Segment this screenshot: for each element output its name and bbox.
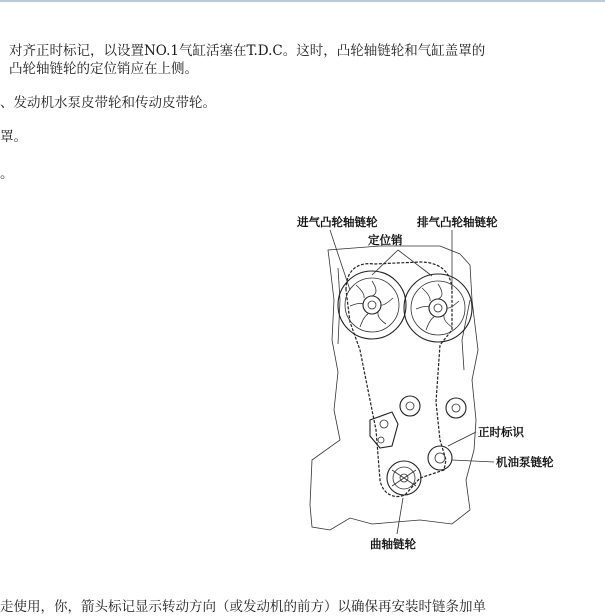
paragraph-line: 。 [0,166,14,182]
crank-sprocket-graphic [387,461,421,495]
leader-dowel-a [372,250,398,275]
paragraph-line: 罩。 [0,129,27,145]
label-intake-sprocket: 进气凸轮轴链轮 [297,215,378,229]
label-crank-sprocket: 曲轴链轮 [370,537,416,551]
paragraph-line: 对齐正时标记，以设置NO.1气缸活塞在T.D.C。这时，凸轮轴链轮和气缸盖罩的 [9,43,486,59]
label-dowel-pin: 定位销 [368,233,403,247]
label-exhaust-sprocket: 排气凸轮轴链轮 [417,215,498,229]
paragraph-line-cut: 走使用，你，箭头标记显示转动方向（或发动机的前方）以确保再安装时链条加单 [0,599,486,615]
paragraph-line: 凸轮轴链轮的定位销应在上侧。 [9,61,198,77]
paragraph-line: 、发动机水泵皮带轮和传动皮带轮。 [0,95,216,111]
idler-pulley-graphic [400,396,466,418]
leader-timing-mark [448,432,476,446]
leader-intake [330,230,350,290]
intake-sprocket-graphic [338,271,406,339]
label-timing-mark: 正时标识 [478,425,524,439]
label-oil-pump-sprocket: 机油泵链轮 [496,455,554,469]
engine-block-outline [310,246,478,530]
oil-pump-sprocket-graphic [428,446,452,470]
engine-block-inner [338,268,470,370]
leader-crank [397,498,403,534]
leader-oil-pump [452,460,494,462]
chain-tensioner-graphic [370,412,398,448]
exhaust-sprocket-graphic [404,274,472,342]
